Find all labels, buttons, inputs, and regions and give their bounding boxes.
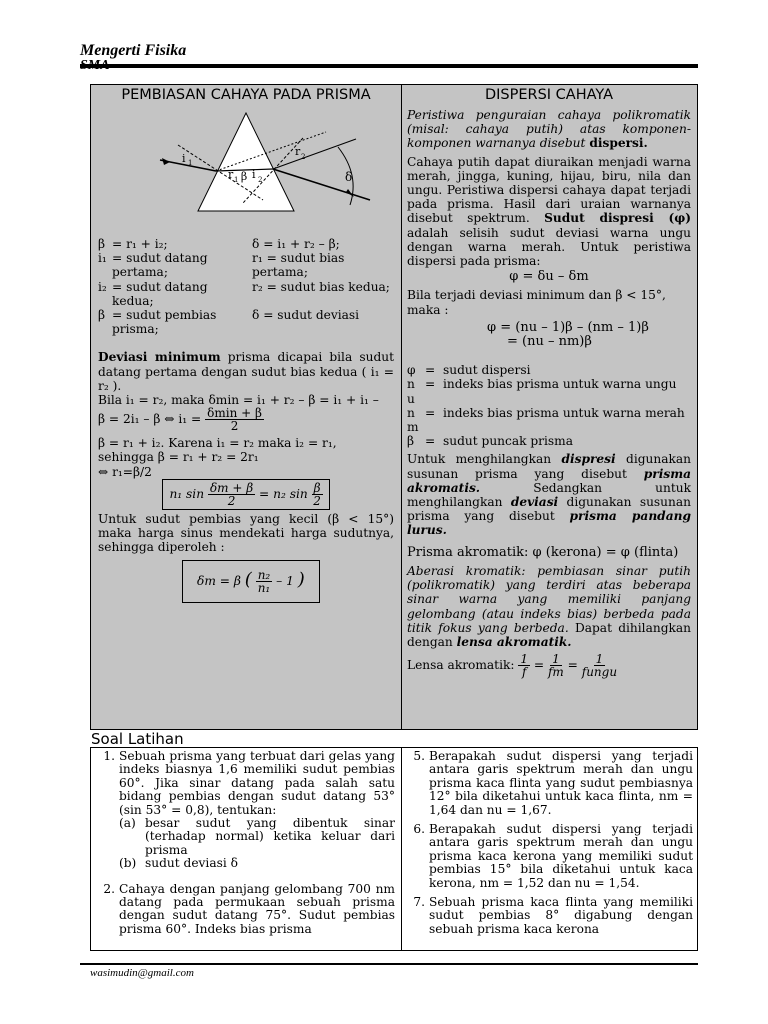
bila-line: Bila i₁ = r₂, maka δmin = i₁ + r₂ – β = i₁ + i₁ – (98, 393, 379, 408)
phi-equation: φ = δu – δm (509, 269, 589, 285)
question-number: 2. (103, 881, 115, 896)
eq2-rest: – 1 (276, 574, 294, 589)
exercise-right (405, 750, 693, 936)
p4-h: prisma pandang lurus. (407, 509, 691, 538)
fraction-denominator: 2 (230, 419, 239, 434)
r2-label: r (295, 145, 301, 158)
def-eq: = (425, 405, 436, 420)
eq2-wrap (182, 560, 394, 603)
def-text: indeks bias prisma untuk warna ungu (443, 377, 677, 392)
def-eq: = (425, 434, 436, 449)
sub-text: sudut deviasi δ (145, 856, 238, 871)
def-symbol: φ (407, 363, 416, 378)
question-1a (95, 817, 395, 857)
phi-eq-b: = (nu – nm)β (507, 334, 592, 350)
deviation-equation (182, 560, 320, 603)
question-number: 5. (413, 749, 425, 763)
def-text: = sudut datang pertama; (112, 251, 208, 280)
frac-f: f (521, 665, 527, 680)
intro-paragraph (407, 108, 691, 151)
beta-label: β (240, 170, 248, 183)
lensa-frac-f (518, 653, 530, 678)
snell-equation (162, 479, 329, 510)
eq2-frac (256, 569, 273, 594)
eq1-numerator2: β (313, 480, 321, 495)
sub-label: (b) (119, 856, 137, 871)
lensa-frac-fm (548, 653, 564, 678)
lensa-frac-fu (582, 653, 617, 678)
eq2-bracket-close: ) (297, 569, 305, 591)
eq1-middle: = n₂ sin (259, 486, 308, 501)
p4-a: Untuk menghilangkan (407, 452, 562, 467)
def-symbol: β (98, 237, 106, 251)
question-7 (405, 896, 693, 936)
frac-one: 1 (520, 652, 528, 667)
exercise-left (95, 750, 395, 936)
def-text: sudut puncak prisma (443, 434, 573, 449)
eq-sign: = (567, 658, 578, 673)
def-text: = sudut datang kedua; (112, 279, 208, 308)
p4-g: digunakan susunan prisma yang disebut (407, 495, 691, 524)
def-symbol: i₁ (98, 251, 107, 266)
frac-one: 1 (552, 652, 560, 667)
fraction-numerator: δmin + β (207, 406, 262, 421)
beta-line-text: β = 2i₁ – β ⇔ i₁ = (98, 412, 202, 427)
def-symbol: i₂ (98, 279, 107, 294)
r1-label: r (228, 168, 234, 181)
eq1-frac (208, 482, 255, 507)
question-text: Sebuah prisma kaca flinta yang memiliki sudut pembias 8° digabung dengan sebuah prisma kaca kerona (429, 895, 693, 936)
def-eq: = (425, 363, 436, 378)
sehingga-line: sehingga β = r₁ + r₂ = 2r₁ (98, 450, 259, 465)
left-title: PEMBIASAN CAHAYA PADA PRISMA (121, 87, 371, 103)
eq1-left: n₁ sin (169, 486, 205, 501)
right-title: DISPERSI CAHAYA (484, 87, 614, 103)
eq1-frac2 (312, 482, 323, 507)
emergent-ray (273, 169, 370, 200)
eq1-denominator2: 2 (313, 493, 321, 508)
p4-e: Sedangkan untuk menghilangkan (407, 480, 691, 510)
prism-diagram (98, 105, 394, 227)
lensa-formula (407, 653, 691, 678)
r1-line: β = r₁ + i₂. Karena i₁ = r₂ maka i₂ = r₁, (98, 436, 337, 451)
def-text: indeks bias prisma untuk warna merah (443, 405, 685, 420)
question-number: 1. (103, 749, 115, 763)
deviasi-paragraph (98, 350, 394, 393)
r2-sub: 2 (301, 153, 306, 161)
def-symbol: β (98, 308, 106, 323)
summary-box (90, 84, 698, 730)
def-text: r₂ = sudut bias kedua; (252, 279, 390, 294)
eq-sign: = (533, 658, 545, 673)
i1-label: i (182, 152, 186, 165)
r1-sub: 1 (234, 176, 239, 184)
i1-fraction (205, 407, 264, 432)
deviasi-text: prisma dicapai bila sudut datang pertama dengan sudut bias kedua ( i₁ = r₂ ). (98, 350, 394, 393)
question-6 (405, 823, 693, 890)
def-text: δ = sudut deviasi (252, 308, 360, 323)
eq1-wrap (98, 479, 394, 510)
footer-email: wasimudin@gmail.com (90, 967, 194, 979)
p4-b: dispresi (561, 452, 616, 467)
sub-text: besar sudut yang dibentuk sinar (terhadap normal) ketika keluar dari prisma (145, 816, 395, 857)
r1-beta-line: ⇔ r₁=β/2 (98, 464, 152, 479)
small-angle-text: Untuk sudut pembias yang kecil (β < 15°) maka harga sinus mendekati harga sudutnya, sehingga diperoleh : (98, 511, 394, 555)
def-symbol: β (407, 434, 415, 449)
frac-fm: fm (547, 665, 564, 680)
aberasi-italic: Aberasi kromatik: pembiasan sinar putih (polikromatik) yang terdiri atas beberapa sinar warna yang memiliki panjang gelombang (atau indeks bias) berbeda pada titik fokus yang berbeda. (407, 563, 691, 635)
right-column (407, 87, 691, 678)
delta-label: δ (345, 170, 353, 184)
question-text: Cahaya dengan panjang gelombang 700 nm datang pada permukaan sebuah prisma dengan sudut datang 75°. Sudut pembias prisma 60°. Indeks bias prisma (119, 881, 395, 936)
def-text: sudut dispersi (443, 363, 531, 378)
deviasi-min-text: Bila terjadi deviasi minimum dan β < 15°, maka : (407, 288, 666, 317)
aberasi-rest: Dapat dihilangkan dengan (407, 620, 691, 649)
def-text: r₁ = sudut bias pertama; (252, 251, 345, 280)
prisma-akromatik: Prisma akromatik: φ (kerona) = φ (flinta) (407, 544, 679, 560)
spektrum-rest: adalah selisih sudut deviasi warna ungu dengan warna merah. Untuk peristiwa dispersi pada prisma: (407, 225, 691, 269)
eq2-numerator: n₂ (257, 568, 271, 583)
left-column (98, 87, 394, 603)
eq2-bracket-open: ( (244, 569, 252, 591)
def-symbol: n m (407, 405, 419, 435)
question-5 (405, 750, 693, 817)
lensa-label: Lensa akromatik: (407, 658, 515, 673)
header-rule (80, 64, 698, 68)
i1-sub: 1 (188, 159, 193, 167)
left-definitions (98, 237, 394, 336)
def-eq: = (425, 377, 436, 392)
arrow-head-icon (162, 158, 170, 165)
prism-shape (198, 113, 294, 211)
spektrum-text: Cahaya putih dapat diuraikan menjadi warna merah, jingga, kuning, hijau, biru, nila dan ungu. Peristiwa dispersi cahaya dapat terjadi pada prisma. Hasil dari uraian warnanya disebut spektrum. (407, 154, 691, 226)
eq2-denominator: n₁ (257, 581, 271, 596)
def-text: δ = i₁ + r₂ – β; (252, 237, 340, 251)
question-text: Berapakah sudut dispersi yang terjadi antara garis spektrum merah dan ungu prisma kaca flinta yang sudut pembiasnya 12° bila diketahui untuk kaca flinta, nm = 1,64 dan nu = 1,67. (429, 749, 693, 817)
eq2-left: δm = β (197, 574, 241, 589)
akromatis-paragraph (407, 452, 691, 537)
question-1 (95, 750, 395, 817)
eq1-denominator: 2 (227, 493, 236, 508)
def-text: = r₁ + i₂; (112, 237, 168, 251)
intro-italic: Peristiwa penguraian cahaya polikromatik (misal: cahaya putih) atas komponen-komponen warnanya disebut (407, 108, 691, 151)
sudut-dispersi-bold: Sudut dispresi (φ) (544, 211, 692, 226)
i2-sub: 2 (258, 176, 263, 184)
p4-f: deviasi (510, 495, 559, 510)
question-text: Berapakah sudut dispersi yang terjadi antara garis spektrum merah dan ungu prisma kaca kerona yang memiliki sudut pembias 15° bila diketahui untuk kaca kerona, nm = 1,52 dan nu = 1,54. (429, 822, 693, 890)
deviasi-bold: Deviasi minimum (98, 350, 221, 365)
spektrum-paragraph (407, 155, 691, 269)
i2-label: i (252, 168, 256, 181)
question-text: Sebuah prisma yang terbuat dari gelas yang indeks biasnya 1,6 memiliki sudut pembias 60°. Jika sinar datang pada salah satu bidang pembias dengan sudut datang 53° (sin 53° = 0,8), tentukan: (119, 749, 395, 817)
soal-title: Soal Latihan (91, 730, 184, 748)
question-2 (95, 883, 395, 937)
def-text: = sudut pembias prisma; (112, 308, 217, 337)
exercise-box (90, 747, 698, 951)
lensa-bold: lensa akromatik. (456, 634, 572, 649)
column-divider (401, 85, 402, 729)
column-divider (401, 748, 402, 950)
eq1-numerator: δm + β (209, 480, 254, 495)
footer-rule (80, 963, 698, 965)
frac-fu: fungu (581, 665, 618, 680)
beta-line (98, 407, 394, 432)
def-symbol: n u (407, 377, 415, 406)
question-number: 6. (413, 822, 425, 837)
intro-bold: dispersi. (589, 136, 648, 151)
frac-one: 1 (595, 652, 604, 667)
sub-label: (a) (119, 816, 136, 831)
p4-d: prisma akromatis. (407, 466, 691, 495)
phi-eq-a: φ = (nu – 1)β – (nm – 1)β (487, 319, 649, 335)
right-definitions (407, 363, 691, 448)
header-title: Mengerti Fisika (80, 42, 187, 59)
aberasi-paragraph (407, 564, 691, 649)
question-number: 7. (413, 895, 425, 910)
p4-c: digunakan susunan prisma yang disebut (407, 452, 692, 481)
question-1b (95, 857, 395, 870)
